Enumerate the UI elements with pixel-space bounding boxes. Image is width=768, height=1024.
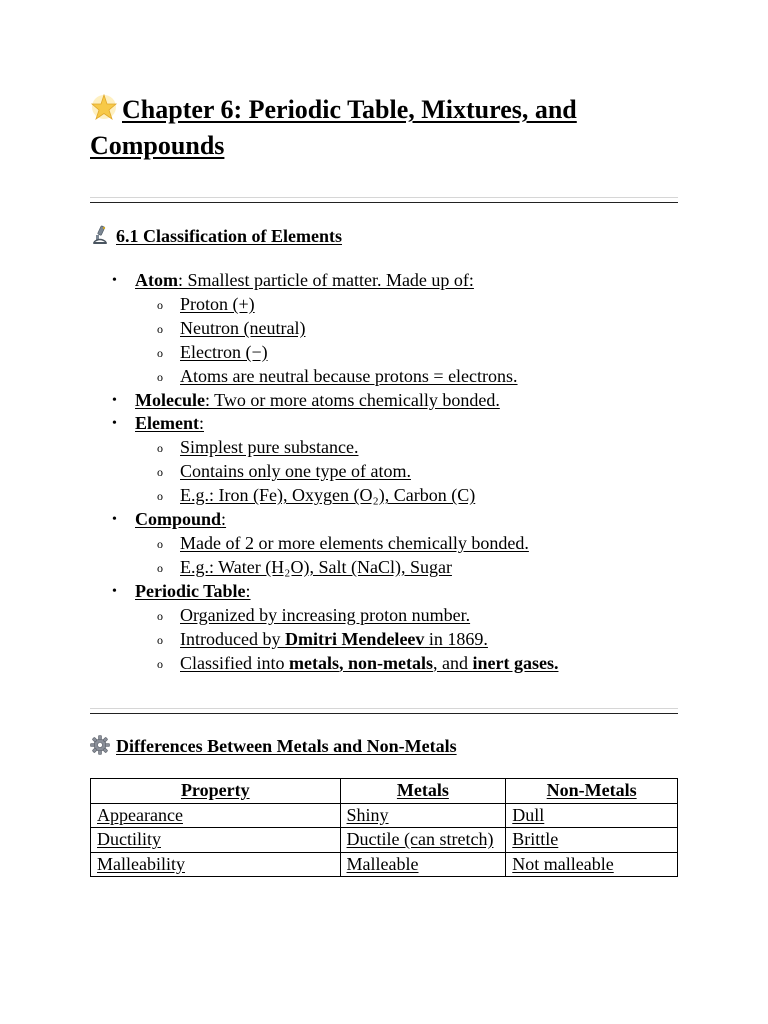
table-cell: Brittle <box>506 828 678 853</box>
section-heading-text: Differences Between Metals and Non-Metals <box>116 736 457 756</box>
gear-icon <box>90 735 110 755</box>
column-header: Non-Metals <box>506 779 678 804</box>
list-item: o Contains only one type of atom. <box>135 460 678 484</box>
section-heading-text: 6.1 Classification of Elements <box>116 226 342 246</box>
table-cell: Shiny <box>340 803 506 828</box>
table-row <box>91 803 678 828</box>
list-item: o Atoms are neutral because protons = electrons. <box>135 365 678 389</box>
table-cell: Not malleable <box>506 852 678 877</box>
star-icon <box>90 94 118 120</box>
section-heading-differences <box>90 734 457 758</box>
table-cell: Appearance <box>91 803 341 828</box>
list-item: o Simplest pure substance. <box>135 436 678 460</box>
list-item: o Introduced by Dmitri Mendeleev in 1869. <box>135 628 678 652</box>
term-molecule: Molecule <box>135 389 205 410</box>
atom-description: : Smallest particle of matter. Made up of: <box>178 270 474 290</box>
term-atom: Atom <box>135 270 178 290</box>
list-item: o E.g.: Water (H₂O), Salt (NaCl), Sugar <box>135 556 678 580</box>
table-header-row <box>91 779 678 804</box>
page-title-text: Chapter 6: Periodic Table, Mixtures, and Compounds <box>90 95 577 160</box>
periodic-table-sublist <box>135 604 678 676</box>
list-item: o Electron (−) <box>135 341 678 365</box>
list-item: o Neutron (neutral) <box>135 317 678 341</box>
list-item-compound: • Compound: o Made of 2 or more elements chemically bonded. o E.g.: Water (H₂O), Salt (NaCl), Sugar <box>90 508 678 580</box>
term-compound: Compound <box>135 509 222 530</box>
page-title <box>90 92 678 164</box>
list-item: o Classified into metals, non-metals, and inert gases. <box>135 652 678 676</box>
list-item: o Organized by increasing proton number. <box>135 604 678 628</box>
table-cell: Dull <box>506 803 678 828</box>
table-row <box>91 828 678 853</box>
compound-sublist <box>135 532 678 580</box>
table-row <box>91 852 678 877</box>
list-item-element: • Element: o Simplest pure substance. o Contains only one type of atom. o E.g.: Iron (Fe), Oxygen (O₂), Carbon (C) <box>90 412 678 508</box>
column-header: Property <box>91 779 341 804</box>
list-item: o Made of 2 or more elements chemically bonded. <box>135 532 678 556</box>
mendeleev-name: Dmitri Mendeleev <box>284 628 425 649</box>
microscope-icon <box>90 225 110 245</box>
section-heading-classification <box>90 224 342 248</box>
table-cell: Ductility <box>91 828 341 853</box>
list-item: o Proton (+) <box>135 293 678 317</box>
list-item-atom <box>90 269 678 389</box>
horizontal-rule <box>90 708 678 714</box>
element-sublist <box>135 436 678 508</box>
list-item-periodic-table: • Periodic Table: o Organized by increasing proton number. o Introduced by Dmitri Mendeleev in 1869. o Classified into metals, non-metals, and inert gases. <box>90 580 678 676</box>
molecule-description: : Two or more atoms chemically bonded. <box>204 389 500 410</box>
classification-list <box>90 269 678 675</box>
table-cell: Ductile (can stretch) <box>340 828 506 853</box>
column-header: Metals <box>340 779 506 804</box>
atom-sublist <box>135 293 678 389</box>
metals-comparison-table <box>90 778 678 877</box>
list-item-molecule <box>90 389 678 413</box>
list-item: o E.g.: Iron (Fe), Oxygen (O₂), Carbon (C) <box>135 484 678 508</box>
table-cell: Malleable <box>340 852 506 877</box>
term-periodic-table: Periodic Table <box>135 580 246 601</box>
term-element: Element <box>135 413 199 434</box>
table-cell: Malleability <box>91 852 341 877</box>
horizontal-rule <box>90 197 678 203</box>
